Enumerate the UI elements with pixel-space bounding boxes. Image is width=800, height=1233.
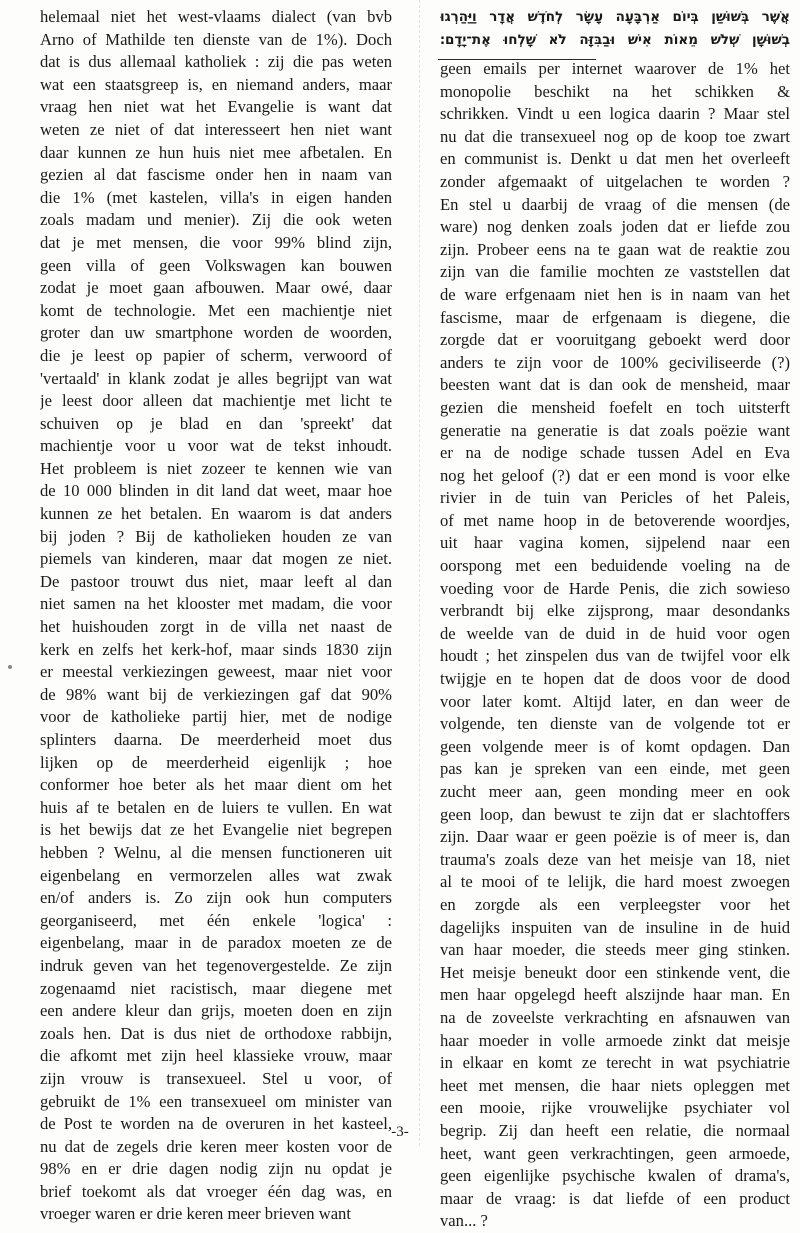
text-line: gebruikt de 1% een transexueel om minister van <box>40 1091 392 1111</box>
text-line: trauma's zoals deze van het meisje van 18, niet <box>440 849 790 869</box>
right-column <box>440 6 790 1233</box>
text-line: zucht meer aan, geen monding meer en ook <box>440 782 790 801</box>
text-line: is het bewijs dat ze het Evangelie niet begrepen <box>40 820 392 840</box>
text-line: rivier in de tuin van Pericles of het Paleis, <box>440 488 790 508</box>
text-line: en zorgde als een verpleegster voor het <box>440 894 790 914</box>
text-line: kunnen ze het betalen. En waarom is dat anders <box>40 504 392 524</box>
hebrew-line: אֲשֶׁר בְּשׁוּשַׁן בְּיוֹם אַרְבָּעָה עָשָׂר לְחֹדֶשׁ אֲדָר וַיַּהַרְגוּ <box>440 9 790 25</box>
scan-speck <box>8 665 12 669</box>
text-line: oorspong met een beduidende voeling na de <box>440 556 790 576</box>
hebrew-line: בְשׁוּשָׁן שְׁלֹשׁ מֵאוֹת אִישׁ וּבַבִּזָּה לֹא שָׁלְחוּ אֶת־יָדָם׃ <box>440 32 790 48</box>
text-line: beesten want dat is dan ook de mensheid, maar <box>440 375 790 395</box>
text-line: zijn. Probeer eens na te gaan wat de reaktie zou <box>440 239 790 259</box>
text-line: de 10 000 blinden in dit land dat weet, maar hoe <box>40 481 392 501</box>
text-line: kerk en zelfs het kerk-hof, maar sinds 1830 zijn <box>40 639 392 659</box>
text-line: monopolie beschikt na het schikken & <box>440 81 790 101</box>
text-line: dagelijks inspuiten van de insuline in de huid <box>440 917 790 937</box>
text-line: nu dat die transexueel nog op de koop toe zwart <box>440 126 790 146</box>
text-line: Arno of Mathilde ten dienste van de 1%). Doch <box>40 29 392 49</box>
text-line: huis af te betalen en de luiers te vullen. En wat <box>40 797 392 817</box>
text-line: een mooie, rijke vrouwelijke psychiater vol <box>440 1098 790 1118</box>
text-line: een andere kleur dan grijs, moeten doen en zijn <box>40 1001 392 1021</box>
text-line: en/of anders is. Zo zijn ook hun computers <box>40 888 392 908</box>
text-line: geen loop, dan bewust te zijn dat er slachtoffers <box>440 804 790 824</box>
text-line: het huishouden zorgt in de villa net naast de <box>40 617 392 637</box>
text-line: al te mooi of te lelijk, die hard moest zwoegen <box>440 872 790 892</box>
text-line: zodat je moet gaan afbouwen. Maar owé, daar <box>40 278 392 298</box>
text-line: men haar opgelegd heeft alszijnde haar man. En <box>440 985 790 1005</box>
text-line: die je leest op papier of scherm, verwoord of <box>40 345 392 365</box>
column-gutter <box>419 0 420 1146</box>
text-line: En stel u daarbij de vraag of die mensen (de <box>440 194 790 214</box>
text-line: van... ? <box>440 1211 488 1231</box>
text-line: weten ze niet of dat interesseert hen niet want <box>40 119 392 139</box>
text-line: zoals hen. Dat is dus niet de orthodoxe rabbijn, <box>40 1023 392 1043</box>
text-line: brief toekomt als dat vroeger één dag was, en <box>40 1181 392 1201</box>
text-line: schuiven op je blad en dan 'spreekt' dat <box>40 413 392 433</box>
text-line: geen villa of geen Volkswagen kan bouwen <box>40 255 392 275</box>
text-line: die 1% (met kastelen, villa's in eigen handen <box>40 187 392 207</box>
text-line: zijn van die familie mochten ze vaststellen dat <box>440 262 790 282</box>
hebrew-quote <box>440 6 790 54</box>
text-line: vroeger waren er drie keren meer brieven want <box>40 1204 351 1224</box>
text-line: georganiseerd, met één enkele 'logica' : <box>40 910 392 930</box>
text-line: twijgje en te hopen dat de doos voor de dood <box>440 669 790 689</box>
text-line: lijken op de meerderheid eigenlijk ; hoe <box>40 752 392 772</box>
text-line: zogenaamd niet racistisch, maar diegene met <box>40 978 392 998</box>
text-line: eigenbelang en vermorzelen alles wat zwak <box>40 865 392 885</box>
text-line: uit haar vagina komen, sijpelend naar een <box>440 533 790 553</box>
text-line: voor de katholieke partij hier, met de nodige <box>40 707 392 727</box>
text-line: in elkaar en komt ze terecht in wat psychiatrie <box>440 1053 790 1073</box>
text-line: die afkomt met zijn heel klassieke vrouw, maar <box>40 1046 392 1066</box>
text-line: na de zoveelste verkrachting en afsnauwen van <box>440 1007 790 1027</box>
text-line: voor later komt. Altijd later, en dan weer de <box>440 691 790 711</box>
text-line: hebben ? Welnu, al die mensen functioneren uit <box>40 842 392 862</box>
text-line: wat een staatsgreep is, en niemand anders, maar <box>40 74 392 94</box>
text-line: de 98% want bij de verkiezingen gaf dat 90% <box>40 684 392 704</box>
text-line: volgende, ten dienste van de volgende tot er <box>440 714 790 734</box>
text-line: Het probleem is niet zozeer te kennen wie van <box>40 458 392 478</box>
text-line: fascisme, maar de erfgenaam is diegene, die <box>440 307 790 327</box>
text-line: vraag hen niet wat het Evangelie is want dat <box>40 97 392 117</box>
text-line: haar moeder in volle armoede zinkt dat meisje <box>440 1030 790 1050</box>
text-line: 98% en er drie dagen nodig zijn nu opdat je <box>40 1159 392 1179</box>
text-line: je leest door alleen dat machientje met licht te <box>40 391 392 411</box>
text-line: Het meisje beneukt door een stinkende vent, die <box>440 962 790 982</box>
text-line: er na de nodige schade tussen Adel en Eva <box>440 443 790 463</box>
left-column-text <box>40 6 392 1226</box>
text-line: gezien die mensheid foefelt en toch uitsterft <box>440 397 790 417</box>
text-line: voeding voor de Harde Penis, die zich sowieso <box>440 578 790 598</box>
text-line: zijn. Daar waar er geen poëzie is of meer is, dan <box>440 827 790 847</box>
text-line: bij joden ? Bij de katholieken houden ze van <box>40 526 392 546</box>
text-line: en communist is. Denkt u dat men het overleeft <box>440 149 790 169</box>
text-line: splinters daarna. De meerderheid moet dus <box>40 730 392 749</box>
text-line: heet met mensen, die haar niets opleggen met <box>440 1075 790 1095</box>
text-line: de weelde van de duid in de huid voor ogen <box>440 623 790 643</box>
text-line: geen emails per internet waarover de 1% het <box>440 59 790 78</box>
page-number: -3- <box>391 1124 409 1140</box>
text-line: De pastoor trouwt dus niet, maar leeft al dan <box>40 571 392 591</box>
text-line: schrikken. Vindt u een logica daarin ? Maar stel <box>440 104 790 124</box>
text-line: of met name hoop in de betoverende woordjes, <box>440 510 790 530</box>
text-line: conformer hoe beter als het maar dient om het <box>40 775 392 795</box>
text-line: verbrandt bij elke zijsprong, maar desondanks <box>440 601 790 621</box>
text-line: indruk geven van het tegenovergestelde. Ze zijn <box>40 955 392 975</box>
text-line: ware) nog denken zoals joden dat er liefde zou <box>440 217 790 237</box>
text-line: geen eigenlijke psychische kwalen of drama's, <box>440 1166 790 1186</box>
text-line: begrip. Zij dan heeft een relatie, die normaal <box>440 1120 790 1140</box>
text-line: helemaal niet het west-vlaams dialect (van bvb <box>40 7 392 26</box>
text-line: de ware erfgenaam niet hen is in naam van het <box>440 284 790 304</box>
text-line: piemels van kinderen, maar dat mogen ze niet. <box>40 549 392 569</box>
text-line: van haar moeder, die steeds meer ging stinken. <box>440 940 790 960</box>
text-line: nog het geloof (?) dat er een mond is voor elke <box>440 465 790 485</box>
text-line: machientje voor u voor wat de tekst inhoudt. <box>40 436 392 456</box>
text-line: er meestal verkiezingen geweest, maar niet voor <box>40 662 392 682</box>
quote-underline <box>438 59 596 60</box>
right-column-text <box>440 58 790 1233</box>
text-line: dat is dus allemaal katholiek : zij die pas weten <box>40 52 392 72</box>
text-line: dat je met mensen, die voor 99% blind zijn, <box>40 232 392 252</box>
text-line: generatie na generatie is dat zoals poëzie want <box>440 420 790 440</box>
left-column <box>40 6 392 1226</box>
text-line: anders te zijn voor de 100% geciviliseerde (?) <box>440 352 790 372</box>
text-line: 'vertaald' in klank zodat je alles begrijpt van wat <box>40 368 392 388</box>
text-line: heet, want geen verkrachtingen, geen armoede, <box>440 1143 790 1163</box>
text-line: pas kan je spreken van een einde, met geen <box>440 759 790 779</box>
text-line: zoals madam und menier). Zij die ook weten <box>40 210 392 230</box>
text-line: groter dan uw smartphone worden de woorden, <box>40 323 392 343</box>
text-line: houdt ; het zinspelen dus van de twijfel voor elk <box>440 646 790 666</box>
text-line: zonder afgemaakt of uitgelachen te worden ? <box>440 171 790 191</box>
text-line: nu dat de zegels drie keren meer kosten voor de <box>40 1136 392 1156</box>
text-line: niet samen na het klooster met madam, die voor <box>40 594 392 614</box>
text-line: maar de vraag: is dat liefde of een product <box>440 1188 790 1208</box>
text-line: eigenbelang, maar in de paradox moeten ze de <box>40 933 392 953</box>
text-line: zorgde dat er vooruitgang geboekt werd door <box>440 330 790 350</box>
text-line: komt de technologie. Met een machientje niet <box>40 300 392 320</box>
text-line: daar kunnen ze hun huis niet mee afbetalen. En <box>40 142 392 162</box>
text-line: gezien al dat fascisme onder hen in naam van <box>40 165 392 185</box>
text-line: zijn vrouw is transexueel. Stel u voor, of <box>40 1068 392 1088</box>
text-line: geen volgende meer is of komt opdagen. Dan <box>440 736 790 756</box>
text-line: de Post te worden na de overuren in het kasteel, <box>40 1114 392 1134</box>
